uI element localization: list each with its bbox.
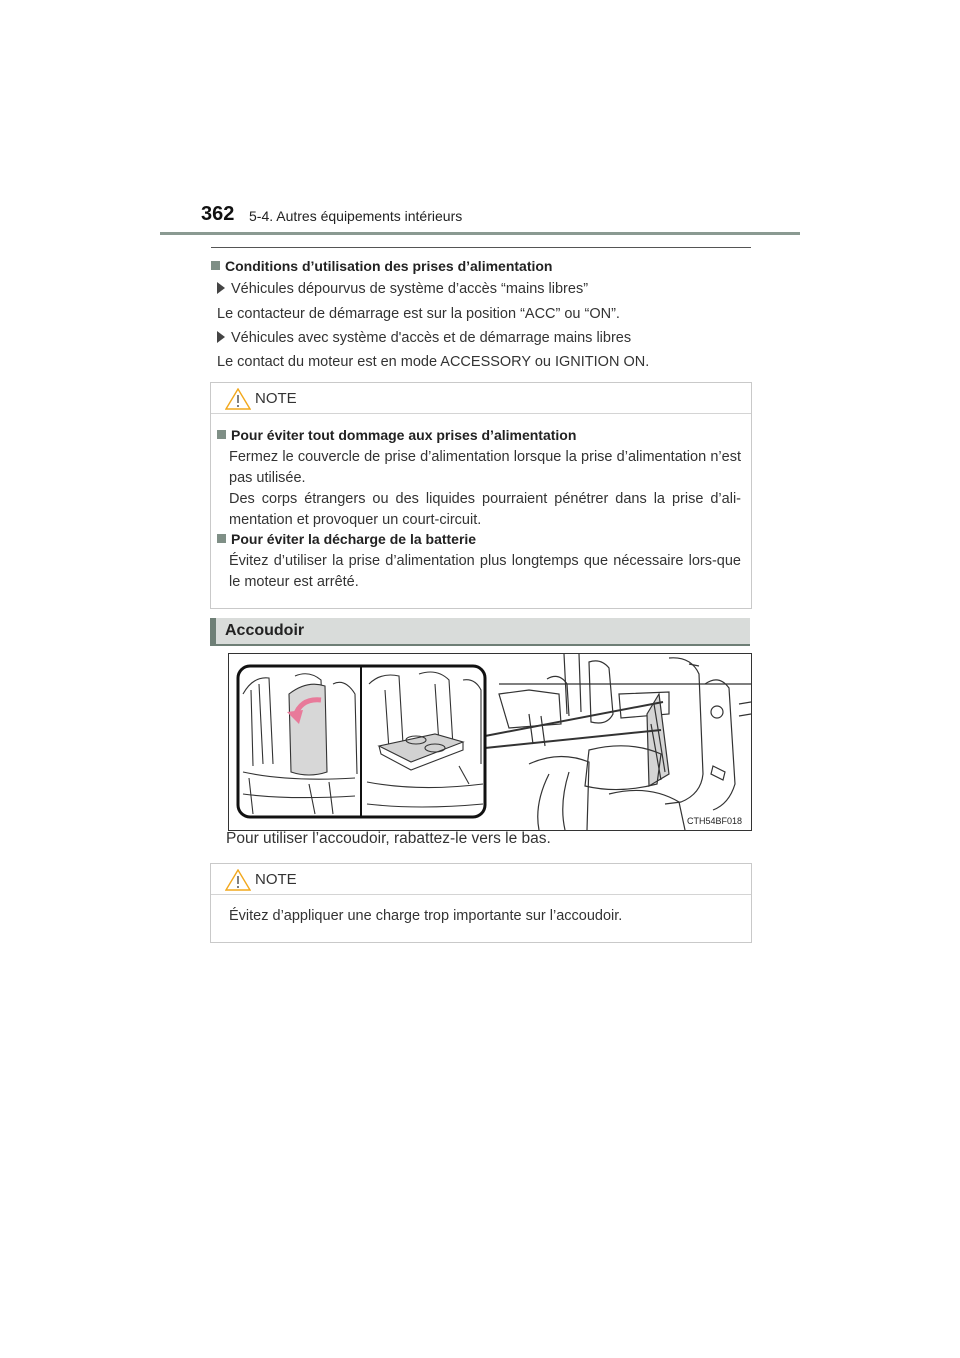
note-text-battery: Évitez d’utiliser la prise d’alimentation plus longtemps que nécessaire lors-que le moteur est arrêté. [229,553,741,590]
triangle-bullet-icon [217,331,225,343]
content-divider [211,247,751,248]
armrest-drawing [229,654,751,830]
note-box-power-outlet [210,382,752,609]
note-label: NOTE [255,390,297,407]
note-heading-damage: Pour éviter tout dommage aux prises d’alimentation [217,427,576,443]
conditions-bullet-2: Véhicules avec système d'accès et de démarrage mains libres [217,327,631,349]
square-bullet-icon [211,261,220,270]
note-box-armrest [210,863,752,943]
note-label: NOTE [255,871,297,888]
square-bullet-icon [217,534,226,543]
section-bar-armrest [210,618,750,644]
note-header [211,383,751,414]
warning-triangle-icon [225,869,251,891]
conditions-bullet-1: Véhicules dépourvus de système d’accès “mains libres” [217,278,588,300]
figure-caption: Pour utiliser l’accoudoir, rabattez-le vers le bas. [226,830,551,847]
note-text-damage-1: Fermez le couvercle de prise d’alimentation lorsque la prise d’alimentation n’est pas utilisée. [229,449,741,486]
square-bullet-icon [217,430,226,439]
warning-triangle-icon [225,388,251,410]
header-divider [160,232,800,235]
note-text-armrest: Évitez d’appliquer une charge trop importante sur l’accoudoir. [229,908,623,924]
conditions-heading: Conditions d’utilisation des prises d’alimentation [211,258,552,274]
triangle-bullet-icon [217,282,225,294]
conditions-paragraph-1: Le contacteur de démarrage est sur la position “ACC” ou “ON”. [217,306,620,322]
section-title: 5-4. Autres équipements intérieurs [249,208,463,224]
page-number: 362 [201,203,235,225]
conditions-paragraph-2: Le contact du moteur est en mode ACCESSORY ou IGNITION ON. [217,354,650,370]
section-title-armrest: Accoudoir [225,622,305,639]
note-header [211,864,751,895]
figure-code: CTH54BF018 [687,816,743,826]
armrest-illustration [228,653,752,831]
note-heading-battery: Pour éviter la décharge de la batterie [217,531,476,547]
note-text-damage-2: Des corps étrangers ou des liquides pourraient pénétrer dans la prise d’ali-mentation et provoquer un court-circuit. [229,491,741,528]
